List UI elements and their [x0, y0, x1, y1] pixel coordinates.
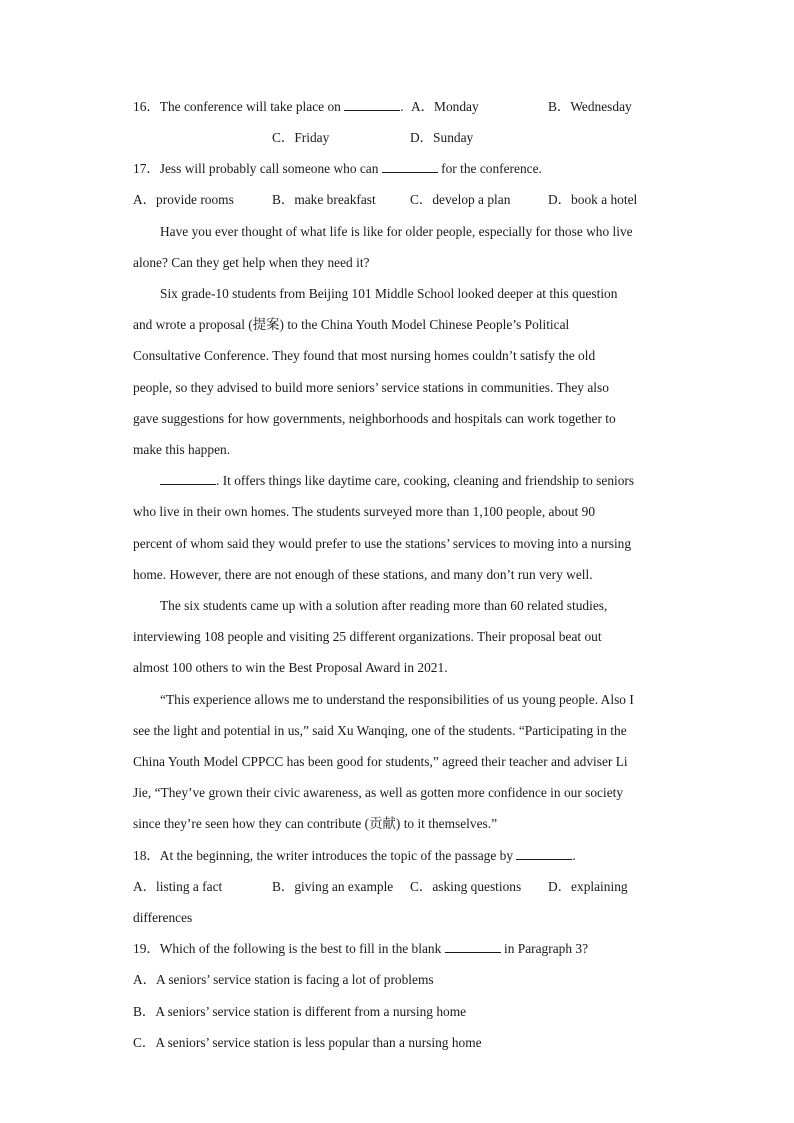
answer-blank	[344, 98, 400, 111]
passage-line: since they’re seen how they can contribute (贡献) to it themselves.”	[133, 816, 498, 831]
question-16-option-b: B．Wednesday	[548, 99, 632, 114]
passage-line: Have you ever thought of what life is like for older people, especially for those who live	[160, 224, 633, 239]
passage-line: almost 100 others to win the Best Proposal Award in 2021.	[133, 660, 448, 675]
question-16-option-d: D．Sunday	[410, 130, 474, 145]
question-18-stem	[133, 847, 576, 865]
question-16-text: 16．The conference will take place on	[133, 99, 345, 114]
passage-line: who live in their own homes. The students surveyed more than 1,100 people, about 90	[133, 504, 596, 519]
question-16-option-c: C．Friday	[272, 130, 330, 145]
question-18-text-end: .	[572, 848, 576, 863]
question-18-option-b: B．giving an example	[272, 879, 394, 894]
answer-blank	[160, 472, 216, 485]
question-16-text-end: .	[400, 99, 404, 114]
passage-line: see the light and potential in us,” said Xu Wanqing, one of the students. “Participating in the	[133, 723, 627, 738]
question-17-stem	[133, 160, 542, 178]
question-18-option-d: D．explaining	[548, 879, 628, 894]
answer-blank	[382, 160, 438, 173]
passage-line: make this happen.	[133, 442, 231, 457]
question-16-option-a: A．Monday	[411, 99, 479, 114]
passage-line: “This experience allows me to understand the responsibilities of us young people. Also I	[160, 692, 634, 707]
question-17-option-d: D．book a hotel	[548, 192, 638, 207]
question-19-text: 19．Which of the following is the best to fill in the blank	[133, 941, 445, 956]
passage-line	[160, 472, 634, 490]
question-18-option-d-wrap: differences	[133, 910, 193, 925]
question-18-option-a: A．listing a fact	[133, 879, 223, 894]
passage-line: people, so they advised to build more seniors’ service stations in communities. They also	[133, 380, 609, 395]
question-18-text: 18．At the beginning, the writer introduces the topic of the passage by	[133, 848, 517, 863]
passage-line: home. However, there are not enough of these stations, and many don’t run very well.	[133, 567, 593, 582]
passage-text: . It offers things like daytime care, cooking, cleaning and friendship to seniors	[216, 473, 635, 488]
question-18-option-c: C．asking questions	[410, 879, 522, 894]
question-17-option-c: C．develop a plan	[410, 192, 511, 207]
passage-line: alone? Can they get help when they need it?	[133, 255, 370, 270]
question-19-option-a: A．A seniors’ service station is facing a lot of problems	[133, 972, 434, 987]
passage-line: percent of whom said they would prefer to use the stations’ services to moving into a nursing	[133, 536, 632, 551]
passage-line: Consultative Conference. They found that most nursing homes couldn’t satisfy the old	[133, 348, 596, 363]
question-19-option-c: C．A seniors’ service station is less popular than a nursing home	[133, 1035, 482, 1050]
answer-blank	[445, 940, 501, 953]
question-17-option-b: B．make breakfast	[272, 192, 376, 207]
answer-blank	[516, 847, 572, 860]
question-19-option-b: B．A seniors’ service station is different from a nursing home	[133, 1004, 467, 1019]
question-16-stem	[133, 98, 404, 116]
question-17-text-end: for the conference.	[437, 161, 542, 176]
passage-line: and wrote a proposal (提案) to the China Youth Model Chinese People’s Political	[133, 317, 570, 332]
passage-line: interviewing 108 people and visiting 25 different organizations. Their proposal beat out	[133, 629, 602, 644]
question-17-option-a: A．provide rooms	[133, 192, 234, 207]
passage-line: gave suggestions for how governments, neighborhoods and hospitals can work together to	[133, 411, 616, 426]
passage-line: Jie, “They’ve grown their civic awareness, as well as gotten more confidence in our society	[133, 785, 624, 800]
question-19-stem	[133, 940, 588, 958]
question-19-text-end: in Paragraph 3?	[500, 941, 589, 956]
passage-line: The six students came up with a solution after reading more than 60 related studies,	[160, 598, 608, 613]
passage-line: Six grade-10 students from Beijing 101 Middle School looked deeper at this question	[160, 286, 618, 301]
passage-line: China Youth Model CPPCC has been good for students,” agreed their teacher and adviser Li	[133, 754, 628, 769]
question-17-text: 17．Jess will probably call someone who can	[133, 161, 382, 176]
